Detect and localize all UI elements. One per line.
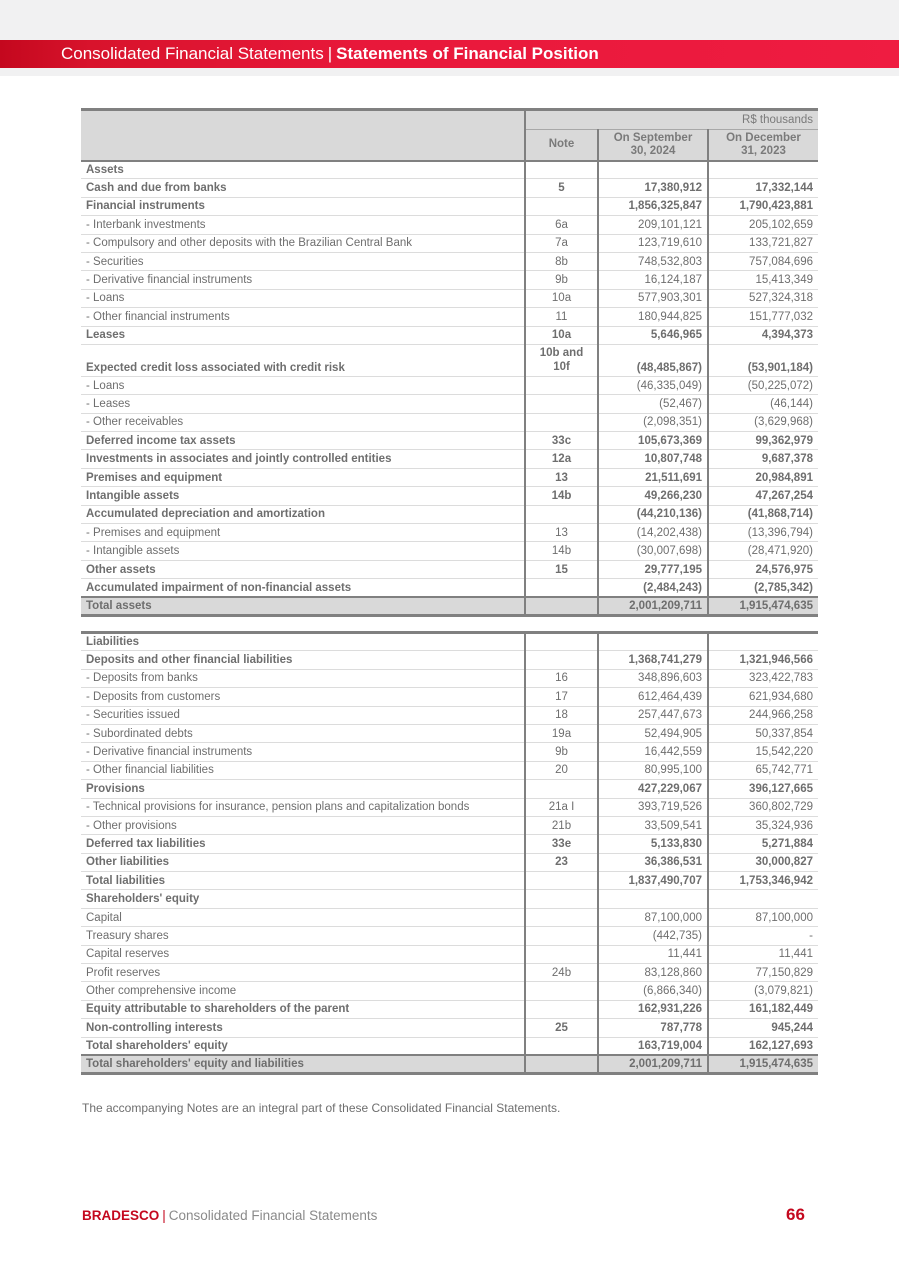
row-value-period1 bbox=[598, 632, 708, 650]
row-label: - Loans bbox=[81, 376, 525, 394]
row-value-period1: 748,532,803 bbox=[598, 252, 708, 270]
row-label: - Other receivables bbox=[81, 413, 525, 431]
row-value-period1 bbox=[598, 161, 708, 179]
row-value-period2: 244,966,258 bbox=[708, 706, 818, 724]
row-note: 18 bbox=[525, 706, 598, 724]
table-row bbox=[81, 945, 818, 963]
row-value-period2: 323,422,783 bbox=[708, 669, 818, 687]
footer-brand: BRADESCO bbox=[82, 1208, 160, 1223]
row-note bbox=[525, 597, 598, 615]
table-row bbox=[81, 560, 818, 578]
page-footer bbox=[82, 1208, 377, 1223]
row-label: Financial instruments bbox=[81, 197, 525, 215]
row-note bbox=[525, 982, 598, 1000]
row-label: - Derivative financial instruments bbox=[81, 271, 525, 289]
row-label: Profit reserves bbox=[81, 964, 525, 982]
row-label: - Intangible assets bbox=[81, 542, 525, 560]
table-row bbox=[81, 216, 818, 234]
row-label: - Securities issued bbox=[81, 706, 525, 724]
row-value-period1: 80,995,100 bbox=[598, 761, 708, 779]
column-header-period2 bbox=[708, 130, 818, 161]
row-value-period1: 348,896,603 bbox=[598, 669, 708, 687]
row-note: 21b bbox=[525, 816, 598, 834]
row-value-period1: (6,866,340) bbox=[598, 982, 708, 1000]
row-note: 14b bbox=[525, 487, 598, 505]
column-header-period1 bbox=[598, 130, 708, 161]
row-label: Leases bbox=[81, 326, 525, 344]
row-note: 17 bbox=[525, 688, 598, 706]
row-value-period1: 36,386,531 bbox=[598, 853, 708, 871]
row-note bbox=[525, 927, 598, 945]
row-value-period1: 2,001,209,711 bbox=[598, 1055, 708, 1073]
row-label: Deferred tax liabilities bbox=[81, 835, 525, 853]
row-value-period2: 77,150,829 bbox=[708, 964, 818, 982]
financial-position-table bbox=[81, 108, 818, 1075]
row-note bbox=[525, 1055, 598, 1073]
table-row bbox=[81, 579, 818, 597]
row-value-period2: 396,127,665 bbox=[708, 780, 818, 798]
row-value-period1: 162,931,226 bbox=[598, 1000, 708, 1018]
row-value-period1: 393,719,526 bbox=[598, 798, 708, 816]
row-value-period2: 1,753,346,942 bbox=[708, 872, 818, 890]
row-value-period2: 15,413,349 bbox=[708, 271, 818, 289]
row-value-period2: 11,441 bbox=[708, 945, 818, 963]
note-line2: 10f bbox=[553, 360, 570, 373]
top-strip bbox=[0, 0, 899, 40]
row-note: 16 bbox=[525, 669, 598, 687]
table-row bbox=[81, 1019, 818, 1037]
row-label: - Interbank investments bbox=[81, 216, 525, 234]
table-row bbox=[81, 252, 818, 270]
table-row bbox=[81, 982, 818, 1000]
row-label: Premises and equipment bbox=[81, 468, 525, 486]
row-value-period2: 35,324,936 bbox=[708, 816, 818, 834]
row-value-period2: 360,802,729 bbox=[708, 798, 818, 816]
table-row bbox=[81, 271, 818, 289]
row-note bbox=[525, 197, 598, 215]
header-separator: | bbox=[327, 44, 333, 63]
row-value-period1: 16,442,559 bbox=[598, 743, 708, 761]
footer-section: Consolidated Financial Statements bbox=[168, 1208, 378, 1223]
row-value-period1: (2,098,351) bbox=[598, 413, 708, 431]
row-note bbox=[525, 1037, 598, 1055]
row-note bbox=[525, 395, 598, 413]
table-row bbox=[81, 964, 818, 982]
row-value-period1: 16,124,187 bbox=[598, 271, 708, 289]
row-note: 9b bbox=[525, 271, 598, 289]
table-row bbox=[81, 197, 818, 215]
table-row bbox=[81, 798, 818, 816]
table-row bbox=[81, 376, 818, 394]
row-label: Assets bbox=[81, 161, 525, 179]
row-label: Total shareholders' equity and liabilities bbox=[81, 1055, 525, 1073]
row-value-period1: 17,380,912 bbox=[598, 179, 708, 197]
row-label: Treasury shares bbox=[81, 927, 525, 945]
table-row bbox=[81, 743, 818, 761]
row-value-period2: 50,337,854 bbox=[708, 724, 818, 742]
row-value-period1: 209,101,121 bbox=[598, 216, 708, 234]
row-note: 7a bbox=[525, 234, 598, 252]
row-note: 6a bbox=[525, 216, 598, 234]
row-note bbox=[525, 376, 598, 394]
table-row bbox=[81, 432, 818, 450]
total-equity-liabilities-row bbox=[81, 1055, 818, 1073]
row-value-period1: (52,467) bbox=[598, 395, 708, 413]
row-note: 21a I bbox=[525, 798, 598, 816]
table-row bbox=[81, 450, 818, 468]
row-label: Deposits and other financial liabilities bbox=[81, 651, 525, 669]
row-value-period2: 1,915,474,635 bbox=[708, 597, 818, 615]
note-line1: 10b and bbox=[539, 346, 584, 359]
row-note bbox=[525, 505, 598, 523]
row-value-period2: 20,984,891 bbox=[708, 468, 818, 486]
page-header-banner bbox=[0, 40, 899, 68]
row-value-period1: 427,229,067 bbox=[598, 780, 708, 798]
row-value-period2: (53,901,184) bbox=[708, 344, 818, 376]
row-value-period2: 151,777,032 bbox=[708, 308, 818, 326]
table-row bbox=[81, 908, 818, 926]
row-label: Total liabilities bbox=[81, 872, 525, 890]
row-note bbox=[525, 872, 598, 890]
table-row bbox=[81, 308, 818, 326]
table-row bbox=[81, 724, 818, 742]
table-row bbox=[81, 161, 818, 179]
row-value-period2 bbox=[708, 161, 818, 179]
total-assets-row bbox=[81, 597, 818, 615]
row-value-period1: 83,128,860 bbox=[598, 964, 708, 982]
row-value-period1: 5,646,965 bbox=[598, 326, 708, 344]
table-row bbox=[81, 780, 818, 798]
row-label: Deferred income tax assets bbox=[81, 432, 525, 450]
table-row bbox=[81, 688, 818, 706]
row-label: - Securities bbox=[81, 252, 525, 270]
row-note: 13 bbox=[525, 468, 598, 486]
row-label: - Premises and equipment bbox=[81, 524, 525, 542]
footer-separator: | bbox=[162, 1208, 166, 1223]
row-value-period2: (28,471,920) bbox=[708, 542, 818, 560]
row-label: - Other financial instruments bbox=[81, 308, 525, 326]
row-label: Intangible assets bbox=[81, 487, 525, 505]
row-label: Provisions bbox=[81, 780, 525, 798]
header-under-strip bbox=[0, 68, 899, 76]
row-value-period2: 9,687,378 bbox=[708, 450, 818, 468]
table-row bbox=[81, 487, 818, 505]
row-label: - Deposits from customers bbox=[81, 688, 525, 706]
row-label: - Leases bbox=[81, 395, 525, 413]
table-row bbox=[81, 927, 818, 945]
row-label: - Other financial liabilities bbox=[81, 761, 525, 779]
row-value-period1: 1,368,741,279 bbox=[598, 651, 708, 669]
row-value-period2: 65,742,771 bbox=[708, 761, 818, 779]
row-note: 8b bbox=[525, 252, 598, 270]
row-note bbox=[525, 908, 598, 926]
row-note: 13 bbox=[525, 524, 598, 542]
row-value-period2: 161,182,449 bbox=[708, 1000, 818, 1018]
row-value-period2: 47,267,254 bbox=[708, 487, 818, 505]
page-number: 66 bbox=[786, 1205, 805, 1224]
row-note: 5 bbox=[525, 179, 598, 197]
row-label: - Loans bbox=[81, 289, 525, 307]
row-label: Other liabilities bbox=[81, 853, 525, 871]
row-value-period2: (3,079,821) bbox=[708, 982, 818, 1000]
row-note bbox=[525, 780, 598, 798]
row-value-period2: (41,868,714) bbox=[708, 505, 818, 523]
table-row bbox=[81, 289, 818, 307]
row-note: 33c bbox=[525, 432, 598, 450]
period1-line2: 30, 2024 bbox=[630, 144, 676, 157]
table-row bbox=[81, 542, 818, 560]
row-note: 9b bbox=[525, 743, 598, 761]
row-note bbox=[525, 579, 598, 597]
row-value-period1: 1,856,325,847 bbox=[598, 197, 708, 215]
row-value-period2: 1,321,946,566 bbox=[708, 651, 818, 669]
row-value-period2: (50,225,072) bbox=[708, 376, 818, 394]
row-value-period1: 612,464,439 bbox=[598, 688, 708, 706]
row-label: Total assets bbox=[81, 597, 525, 615]
footnote: The accompanying Notes are an integral part of these Consolidated Financial Statements. bbox=[82, 1101, 561, 1115]
column-header-note: Note bbox=[525, 130, 598, 161]
row-label: - Technical provisions for insurance, pension plans and capitalization bonds bbox=[81, 798, 525, 816]
row-value-period1: (48,485,867) bbox=[598, 344, 708, 376]
row-value-period1: 33,509,541 bbox=[598, 816, 708, 834]
row-value-period1: 1,837,490,707 bbox=[598, 872, 708, 890]
row-note bbox=[525, 344, 598, 376]
row-label: Expected credit loss associated with credit risk bbox=[81, 344, 525, 376]
row-value-period1: 180,944,825 bbox=[598, 308, 708, 326]
row-note: 15 bbox=[525, 560, 598, 578]
header-section: Consolidated Financial Statements bbox=[61, 44, 324, 63]
row-label: - Deposits from banks bbox=[81, 669, 525, 687]
row-value-period2: 527,324,318 bbox=[708, 289, 818, 307]
period2-line1: On December bbox=[726, 131, 801, 144]
row-value-period2: 17,332,144 bbox=[708, 179, 818, 197]
row-note: 25 bbox=[525, 1019, 598, 1037]
row-note: 10a bbox=[525, 326, 598, 344]
row-label: - Derivative financial instruments bbox=[81, 743, 525, 761]
row-value-period2: 4,394,373 bbox=[708, 326, 818, 344]
table-row bbox=[81, 761, 818, 779]
table-row bbox=[81, 468, 818, 486]
row-value-period2: 1,915,474,635 bbox=[708, 1055, 818, 1073]
row-note bbox=[525, 632, 598, 650]
table-row bbox=[81, 344, 818, 376]
row-value-period2: 99,362,979 bbox=[708, 432, 818, 450]
table-row bbox=[81, 179, 818, 197]
row-value-period2: (2,785,342) bbox=[708, 579, 818, 597]
row-value-period1: 87,100,000 bbox=[598, 908, 708, 926]
row-label: - Other provisions bbox=[81, 816, 525, 834]
row-value-period1: 10,807,748 bbox=[598, 450, 708, 468]
row-value-period2: 1,790,423,881 bbox=[708, 197, 818, 215]
row-value-period2: 621,934,680 bbox=[708, 688, 818, 706]
row-value-period1: (30,007,698) bbox=[598, 542, 708, 560]
row-label: Other comprehensive income bbox=[81, 982, 525, 1000]
row-value-period1: 49,266,230 bbox=[598, 487, 708, 505]
row-value-period2: 30,000,827 bbox=[708, 853, 818, 871]
row-value-period2: (46,144) bbox=[708, 395, 818, 413]
row-note: 24b bbox=[525, 964, 598, 982]
row-value-period1: 29,777,195 bbox=[598, 560, 708, 578]
row-label: Liabilities bbox=[81, 632, 525, 650]
row-value-period1: 21,511,691 bbox=[598, 468, 708, 486]
table-row bbox=[81, 505, 818, 523]
row-value-period1: 52,494,905 bbox=[598, 724, 708, 742]
row-value-period2: (13,396,794) bbox=[708, 524, 818, 542]
row-value-period1: (442,735) bbox=[598, 927, 708, 945]
table-row bbox=[81, 669, 818, 687]
row-note: 19a bbox=[525, 724, 598, 742]
row-value-period1 bbox=[598, 890, 708, 908]
row-value-period1: (46,335,049) bbox=[598, 376, 708, 394]
row-note bbox=[525, 890, 598, 908]
row-label: - Compulsory and other deposits with the Brazilian Central Bank bbox=[81, 234, 525, 252]
unit-row bbox=[81, 110, 818, 130]
row-note: 10a bbox=[525, 289, 598, 307]
row-note bbox=[525, 161, 598, 179]
row-label: Cash and due from banks bbox=[81, 179, 525, 197]
row-value-period1: 123,719,610 bbox=[598, 234, 708, 252]
page-title: Statements of Financial Position bbox=[336, 44, 599, 63]
row-value-period1: 5,133,830 bbox=[598, 835, 708, 853]
row-value-period1: (2,484,243) bbox=[598, 579, 708, 597]
row-note bbox=[525, 413, 598, 431]
table-row bbox=[81, 872, 818, 890]
table-row bbox=[81, 395, 818, 413]
table-row bbox=[81, 853, 818, 871]
row-label: Accumulated depreciation and amortization bbox=[81, 505, 525, 523]
table-row bbox=[81, 890, 818, 908]
row-label: Other assets bbox=[81, 560, 525, 578]
period2-line2: 31, 2023 bbox=[741, 144, 786, 157]
row-label: Capital reserves bbox=[81, 945, 525, 963]
row-note bbox=[525, 651, 598, 669]
row-value-period2: 15,542,220 bbox=[708, 743, 818, 761]
period1-line1: On September bbox=[613, 131, 693, 144]
unit-label: R$ thousands bbox=[525, 110, 818, 130]
row-value-period2: 162,127,693 bbox=[708, 1037, 818, 1055]
header-blank-cell bbox=[81, 110, 525, 161]
row-value-period2 bbox=[708, 632, 818, 650]
table-row bbox=[81, 234, 818, 252]
row-value-period2: 133,721,827 bbox=[708, 234, 818, 252]
table-row bbox=[81, 632, 818, 650]
row-note: 11 bbox=[525, 308, 598, 326]
row-value-period1: 257,447,673 bbox=[598, 706, 708, 724]
table-row bbox=[81, 524, 818, 542]
row-note: 33e bbox=[525, 835, 598, 853]
row-label: Investments in associates and jointly controlled entities bbox=[81, 450, 525, 468]
table-row bbox=[81, 1000, 818, 1018]
row-label: - Subordinated debts bbox=[81, 724, 525, 742]
row-value-period2: 757,084,696 bbox=[708, 252, 818, 270]
row-label: Total shareholders' equity bbox=[81, 1037, 525, 1055]
row-value-period1: (14,202,438) bbox=[598, 524, 708, 542]
table-row bbox=[81, 816, 818, 834]
row-label: Non-controlling interests bbox=[81, 1019, 525, 1037]
gap-cell bbox=[81, 615, 818, 632]
row-value-period1: 787,778 bbox=[598, 1019, 708, 1037]
row-note: 20 bbox=[525, 761, 598, 779]
row-value-period2: 5,271,884 bbox=[708, 835, 818, 853]
row-label: Accumulated impairment of non-financial assets bbox=[81, 579, 525, 597]
row-value-period2: 945,244 bbox=[708, 1019, 818, 1037]
row-value-period2: 87,100,000 bbox=[708, 908, 818, 926]
row-value-period2: - bbox=[708, 927, 818, 945]
row-note: 23 bbox=[525, 853, 598, 871]
table-row bbox=[81, 706, 818, 724]
row-value-period1: 2,001,209,711 bbox=[598, 597, 708, 615]
row-value-period2: (3,629,968) bbox=[708, 413, 818, 431]
table-row bbox=[81, 413, 818, 431]
row-value-period2: 24,576,975 bbox=[708, 560, 818, 578]
row-value-period1: 577,903,301 bbox=[598, 289, 708, 307]
row-note bbox=[525, 1000, 598, 1018]
table-row bbox=[81, 326, 818, 344]
table-row bbox=[81, 1037, 818, 1055]
row-value-period1: 11,441 bbox=[598, 945, 708, 963]
table-row bbox=[81, 651, 818, 669]
row-value-period2: 205,102,659 bbox=[708, 216, 818, 234]
table-row bbox=[81, 835, 818, 853]
row-note: 14b bbox=[525, 542, 598, 560]
section-gap bbox=[81, 615, 818, 632]
row-note bbox=[525, 945, 598, 963]
row-label: Shareholders' equity bbox=[81, 890, 525, 908]
row-label: Capital bbox=[81, 908, 525, 926]
row-note: 12a bbox=[525, 450, 598, 468]
row-value-period1: 105,673,369 bbox=[598, 432, 708, 450]
row-label: Equity attributable to shareholders of the parent bbox=[81, 1000, 525, 1018]
row-value-period1: 163,719,004 bbox=[598, 1037, 708, 1055]
row-value-period1: (44,210,136) bbox=[598, 505, 708, 523]
row-value-period2 bbox=[708, 890, 818, 908]
